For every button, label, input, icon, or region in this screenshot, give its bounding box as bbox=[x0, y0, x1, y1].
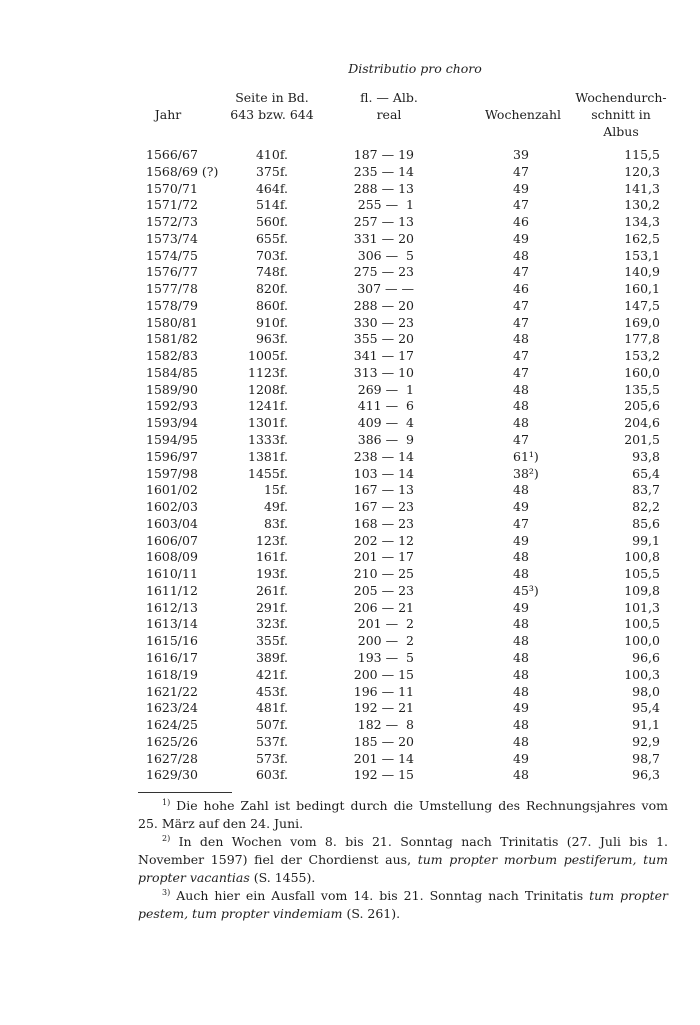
cell-wochendurchschnitt: 134,3 bbox=[624, 214, 660, 230]
cell-jahr: 1606/07 bbox=[146, 532, 198, 548]
cell-seite: 355f. bbox=[255, 633, 288, 649]
cell-wochenzahl: 48 bbox=[513, 381, 529, 397]
cell-wochenzahl: 47 bbox=[513, 348, 529, 364]
cell-wochendurchschnitt: 100,0 bbox=[624, 633, 660, 649]
cell-jahr: 1571/72 bbox=[146, 197, 198, 213]
cell-fl-alb: 185 — 20 bbox=[353, 733, 414, 749]
cell-seite: 507f. bbox=[255, 717, 288, 733]
cell-wochenzahl: 47 bbox=[513, 364, 529, 380]
table-body bbox=[0, 147, 700, 784]
cell-wochenzahl: 48 bbox=[513, 767, 529, 783]
cell-fl-alb: 257 — 13 bbox=[353, 214, 414, 230]
cell-seite: 1301f. bbox=[248, 415, 288, 431]
footnote-2 bbox=[138, 833, 668, 887]
cell-jahr: 1627/28 bbox=[146, 750, 198, 766]
cell-fl-alb: 196 — 11 bbox=[353, 683, 414, 699]
cell-fl-alb: 192 — 15 bbox=[353, 767, 414, 783]
cell-wochenzahl: 48 bbox=[513, 247, 529, 263]
table-row bbox=[0, 600, 700, 617]
table-row bbox=[0, 264, 700, 281]
cell-fl-alb: 200 — 15 bbox=[353, 666, 414, 682]
cell-seite: 655f. bbox=[255, 230, 288, 246]
header-seite-line-2: 643 bzw. 644 bbox=[230, 107, 314, 122]
cell-jahr: 1624/25 bbox=[146, 717, 198, 733]
cell-wochendurchschnitt: 160,1 bbox=[624, 281, 660, 297]
cell-jahr: 1573/74 bbox=[146, 230, 198, 246]
cell-jahr: 1580/81 bbox=[146, 314, 198, 330]
cell-wochenzahl: 48 bbox=[513, 649, 529, 665]
cell-jahr: 1581/82 bbox=[146, 331, 198, 347]
cell-wochenzahl: 46 bbox=[513, 281, 529, 297]
footnote-3-text-b: (S. 261). bbox=[342, 906, 401, 921]
cell-wochenzahl: 47 bbox=[513, 314, 529, 330]
cell-fl-alb: 167 — 13 bbox=[353, 482, 414, 498]
cell-wochendurchschnitt: 65,4 bbox=[632, 465, 660, 481]
cell-seite: 464f. bbox=[255, 180, 288, 196]
cell-wochendurchschnitt: 92,9 bbox=[632, 733, 660, 749]
header-wochenzahl bbox=[473, 106, 573, 123]
cell-seite: 15f. bbox=[263, 482, 288, 498]
cell-fl-alb: 192 — 21 bbox=[353, 700, 414, 716]
cell-wochendurchschnitt: 100,8 bbox=[624, 549, 660, 565]
cell-fl-alb: 330 — 23 bbox=[353, 314, 414, 330]
cell-wochendurchschnitt: 147,5 bbox=[624, 297, 660, 313]
table-row bbox=[0, 633, 700, 650]
table-row bbox=[0, 248, 700, 265]
cell-wochendurchschnitt: 204,6 bbox=[624, 415, 660, 431]
cell-seite: 1208f. bbox=[248, 381, 288, 397]
header-fl-alb bbox=[344, 89, 434, 123]
table-row bbox=[0, 466, 700, 483]
footnote-2-text-a: In den Wochen vom 8. bis 21. Sonntag nach Trinitatis (27. Juli bis 1. November 1597) fiel der Chordienst aus, bbox=[138, 834, 668, 867]
footnotes bbox=[138, 797, 668, 923]
cell-seite: 573f. bbox=[255, 750, 288, 766]
cell-jahr: 1612/13 bbox=[146, 599, 198, 615]
table-row bbox=[0, 516, 700, 533]
table-row bbox=[0, 751, 700, 768]
table-row bbox=[0, 667, 700, 684]
table-row bbox=[0, 566, 700, 583]
cell-seite: 703f. bbox=[255, 247, 288, 263]
cell-fl-alb: 193 — 5 bbox=[357, 649, 414, 665]
table-row bbox=[0, 583, 700, 600]
cell-wochenzahl: 47 bbox=[513, 515, 529, 531]
cell-fl-alb: 331 — 20 bbox=[353, 230, 414, 246]
header-wochenzahl-line: Wochenzahl bbox=[484, 107, 562, 122]
table-row bbox=[0, 684, 700, 701]
cell-jahr: 1596/97 bbox=[146, 448, 198, 464]
cell-fl-alb: 202 — 12 bbox=[353, 532, 414, 548]
cell-seite: 1455f. bbox=[248, 465, 288, 481]
table-row bbox=[0, 533, 700, 550]
footnote-3-mark: 3) bbox=[162, 887, 171, 897]
cell-wochenzahl: 48 bbox=[513, 683, 529, 699]
cell-wochenzahl: 48 bbox=[513, 566, 529, 582]
cell-jahr: 1594/95 bbox=[146, 432, 198, 448]
cell-wochenzahl: 61¹) bbox=[513, 448, 539, 464]
cell-fl-alb: 103 — 14 bbox=[353, 465, 414, 481]
cell-wochendurchschnitt: 162,5 bbox=[624, 230, 660, 246]
cell-seite: 161f. bbox=[255, 549, 288, 565]
cell-jahr: 1592/93 bbox=[146, 398, 198, 414]
table-row bbox=[0, 147, 700, 164]
cell-wochendurchschnitt: 140,9 bbox=[624, 264, 660, 280]
table-row bbox=[0, 315, 700, 332]
cell-wochenzahl: 48 bbox=[513, 482, 529, 498]
cell-seite: 1123f. bbox=[248, 364, 288, 380]
cell-fl-alb: 269 — 1 bbox=[357, 381, 414, 397]
cell-seite: 910f. bbox=[255, 314, 288, 330]
cell-jahr: 1593/94 bbox=[146, 415, 198, 431]
cell-wochendurchschnitt: 120,3 bbox=[624, 163, 660, 179]
cell-wochenzahl: 48 bbox=[513, 415, 529, 431]
cell-fl-alb: 206 — 21 bbox=[353, 599, 414, 615]
cell-seite: 410f. bbox=[255, 147, 288, 162]
header-durch-line-2: schnitt in bbox=[591, 107, 651, 122]
cell-fl-alb: 307 — — bbox=[357, 281, 414, 297]
table-row bbox=[0, 415, 700, 432]
header-durch-line-3: Albus bbox=[603, 124, 639, 139]
cell-jahr: 1621/22 bbox=[146, 683, 198, 699]
cell-wochenzahl: 48 bbox=[513, 398, 529, 414]
cell-jahr: 1566/67 bbox=[146, 147, 198, 162]
table-row bbox=[0, 734, 700, 751]
cell-wochenzahl: 38²) bbox=[513, 465, 539, 481]
cell-seite: 453f. bbox=[255, 683, 288, 699]
cell-fl-alb: 168 — 23 bbox=[353, 515, 414, 531]
cell-seite: 261f. bbox=[255, 582, 288, 598]
cell-seite: 1241f. bbox=[248, 398, 288, 414]
cell-fl-alb: 187 — 19 bbox=[353, 147, 414, 162]
cell-wochendurchschnitt: 130,2 bbox=[624, 197, 660, 213]
cell-jahr: 1610/11 bbox=[146, 566, 198, 582]
cell-fl-alb: 201 — 17 bbox=[353, 549, 414, 565]
table-row bbox=[0, 197, 700, 214]
header-fl-line-1: fl. — Alb. bbox=[360, 90, 418, 105]
cell-seite: 83f. bbox=[263, 515, 288, 531]
cell-seite: 514f. bbox=[255, 197, 288, 213]
cell-seite: 1005f. bbox=[248, 348, 288, 364]
header-seite-line-1: Seite in Bd. bbox=[235, 90, 309, 105]
table-row bbox=[0, 164, 700, 181]
cell-fl-alb: 255 — 1 bbox=[357, 197, 414, 213]
cell-wochendurchschnitt: 105,5 bbox=[624, 566, 660, 582]
cell-fl-alb: 386 — 9 bbox=[357, 432, 414, 448]
footnote-2-text-b: (S. 1455). bbox=[249, 870, 316, 885]
cell-fl-alb: 205 — 23 bbox=[353, 582, 414, 598]
cell-wochenzahl: 48 bbox=[513, 616, 529, 632]
cell-wochendurchschnitt: 85,6 bbox=[632, 515, 660, 531]
cell-wochendurchschnitt: 83,7 bbox=[632, 482, 660, 498]
cell-seite: 481f. bbox=[255, 700, 288, 716]
header-fl-line-2: real bbox=[376, 107, 402, 122]
cell-fl-alb: 288 — 13 bbox=[353, 180, 414, 196]
cell-wochendurchschnitt: 101,3 bbox=[624, 599, 660, 615]
cell-jahr: 1623/24 bbox=[146, 700, 198, 716]
cell-fl-alb: 167 — 23 bbox=[353, 499, 414, 515]
cell-fl-alb: 201 — 14 bbox=[353, 750, 414, 766]
cell-wochendurchschnitt: 91,1 bbox=[632, 717, 660, 733]
table-row bbox=[0, 231, 700, 248]
table-row bbox=[0, 499, 700, 516]
cell-wochenzahl: 47 bbox=[513, 432, 529, 448]
footnote-3-italic: tum propter pestem, tum propter vindemiam bbox=[138, 888, 668, 921]
table-row bbox=[0, 767, 700, 784]
header-wochendurchschnitt bbox=[566, 89, 676, 140]
table-row bbox=[0, 700, 700, 717]
cell-wochenzahl: 47 bbox=[513, 297, 529, 313]
footnote-1 bbox=[138, 797, 668, 833]
table-row bbox=[0, 331, 700, 348]
cell-wochendurchschnitt: 177,8 bbox=[624, 331, 660, 347]
cell-jahr: 1568/69 (?) bbox=[146, 163, 219, 179]
cell-wochendurchschnitt: 96,3 bbox=[632, 767, 660, 783]
table-row bbox=[0, 482, 700, 499]
cell-jahr: 1601/02 bbox=[146, 482, 198, 498]
cell-jahr: 1582/83 bbox=[146, 348, 198, 364]
cell-jahr: 1625/26 bbox=[146, 733, 198, 749]
cell-wochenzahl: 48 bbox=[513, 733, 529, 749]
cell-seite: 603f. bbox=[255, 767, 288, 783]
cell-seite: 1333f. bbox=[248, 432, 288, 448]
cell-wochenzahl: 48 bbox=[513, 331, 529, 347]
cell-jahr: 1597/98 bbox=[146, 465, 198, 481]
cell-jahr: 1576/77 bbox=[146, 264, 198, 280]
cell-wochendurchschnitt: 99,1 bbox=[632, 532, 660, 548]
cell-jahr: 1602/03 bbox=[146, 499, 198, 515]
cell-fl-alb: 306 — 5 bbox=[357, 247, 414, 263]
cell-wochenzahl: 47 bbox=[513, 264, 529, 280]
cell-wochendurchschnitt: 153,1 bbox=[624, 247, 660, 263]
cell-jahr: 1584/85 bbox=[146, 364, 198, 380]
cell-seite: 537f. bbox=[255, 733, 288, 749]
cell-seite: 421f. bbox=[255, 666, 288, 682]
cell-wochendurchschnitt: 109,8 bbox=[624, 582, 660, 598]
footnote-3 bbox=[138, 887, 668, 923]
table-row bbox=[0, 181, 700, 198]
footnote-1-text: Die hohe Zahl ist bedingt durch die Umstellung des Rechnungsjahres vom 25. März auf den 24. Juni. bbox=[138, 798, 668, 831]
cell-seite: 963f. bbox=[255, 331, 288, 347]
cell-jahr: 1570/71 bbox=[146, 180, 198, 196]
cell-wochendurchschnitt: 93,8 bbox=[632, 448, 660, 464]
cell-seite: 323f. bbox=[255, 616, 288, 632]
cell-wochenzahl: 47 bbox=[513, 163, 529, 179]
cell-wochendurchschnitt: 169,0 bbox=[624, 314, 660, 330]
cell-wochenzahl: 49 bbox=[513, 750, 529, 766]
cell-jahr: 1574/75 bbox=[146, 247, 198, 263]
table-row bbox=[0, 382, 700, 399]
table-row bbox=[0, 650, 700, 667]
header-seite bbox=[222, 89, 322, 123]
cell-seite: 193f. bbox=[255, 566, 288, 582]
cell-fl-alb: 201 — 2 bbox=[357, 616, 414, 632]
cell-wochenzahl: 49 bbox=[513, 230, 529, 246]
table-row bbox=[0, 214, 700, 231]
cell-wochenzahl: 48 bbox=[513, 666, 529, 682]
cell-jahr: 1611/12 bbox=[146, 582, 198, 598]
cell-wochenzahl: 48 bbox=[513, 717, 529, 733]
cell-fl-alb: 409 — 4 bbox=[357, 415, 414, 431]
cell-seite: 560f. bbox=[255, 214, 288, 230]
cell-wochendurchschnitt: 141,3 bbox=[624, 180, 660, 196]
cell-wochendurchschnitt: 98,0 bbox=[632, 683, 660, 699]
footnote-2-mark: 2) bbox=[162, 833, 171, 843]
cell-fl-alb: 200 — 2 bbox=[357, 633, 414, 649]
cell-wochendurchschnitt: 160,0 bbox=[624, 364, 660, 380]
cell-seite: 291f. bbox=[255, 599, 288, 615]
cell-wochendurchschnitt: 201,5 bbox=[624, 432, 660, 448]
footnote-1-mark: 1) bbox=[162, 797, 171, 807]
header-jahr bbox=[138, 106, 198, 123]
cell-fl-alb: 355 — 20 bbox=[353, 331, 414, 347]
cell-wochendurchschnitt: 82,2 bbox=[632, 499, 660, 515]
cell-seite: 748f. bbox=[255, 264, 288, 280]
cell-jahr: 1608/09 bbox=[146, 549, 198, 565]
cell-wochendurchschnitt: 153,2 bbox=[624, 348, 660, 364]
cell-wochenzahl: 48 bbox=[513, 549, 529, 565]
table-row bbox=[0, 449, 700, 466]
cell-wochenzahl: 47 bbox=[513, 197, 529, 213]
table-row bbox=[0, 281, 700, 298]
cell-jahr: 1618/19 bbox=[146, 666, 198, 682]
cell-jahr: 1578/79 bbox=[146, 297, 198, 313]
cell-wochenzahl: 49 bbox=[513, 599, 529, 615]
cell-fl-alb: 238 — 14 bbox=[353, 448, 414, 464]
cell-wochendurchschnitt: 98,7 bbox=[632, 750, 660, 766]
cell-fl-alb: 182 — 8 bbox=[357, 717, 414, 733]
cell-jahr: 1613/14 bbox=[146, 616, 198, 632]
cell-jahr: 1589/90 bbox=[146, 381, 198, 397]
cell-wochendurchschnitt: 100,5 bbox=[624, 616, 660, 632]
cell-wochenzahl: 39 bbox=[513, 147, 529, 162]
cell-wochenzahl: 49 bbox=[513, 700, 529, 716]
cell-jahr: 1577/78 bbox=[146, 281, 198, 297]
table-row bbox=[0, 398, 700, 415]
cell-seite: 1381f. bbox=[248, 448, 288, 464]
cell-wochenzahl: 48 bbox=[513, 633, 529, 649]
cell-seite: 49f. bbox=[263, 499, 288, 515]
cell-fl-alb: 341 — 17 bbox=[353, 348, 414, 364]
header-durch-line-1: Wochendurch- bbox=[575, 90, 667, 105]
header-jahr-line: Jahr bbox=[154, 107, 182, 122]
cell-jahr: 1603/04 bbox=[146, 515, 198, 531]
cell-seite: 820f. bbox=[255, 281, 288, 297]
cell-jahr: 1616/17 bbox=[146, 649, 198, 665]
cell-wochendurchschnitt: 205,6 bbox=[624, 398, 660, 414]
cell-jahr: 1629/30 bbox=[146, 767, 198, 783]
cell-wochendurchschnitt: 115,5 bbox=[624, 147, 660, 162]
cell-wochendurchschnitt: 100,3 bbox=[624, 666, 660, 682]
table-row bbox=[0, 432, 700, 449]
cell-seite: 375f. bbox=[255, 163, 288, 179]
footnote-3-text-a: Auch hier ein Ausfall vom 14. bis 21. Sonntag nach Trinitatis bbox=[170, 888, 590, 903]
cell-jahr: 1615/16 bbox=[146, 633, 198, 649]
table-row bbox=[0, 717, 700, 734]
table-caption: Distributio pro choro bbox=[348, 61, 482, 76]
cell-wochenzahl: 49 bbox=[513, 499, 529, 515]
cell-wochenzahl: 49 bbox=[513, 180, 529, 196]
table-row bbox=[0, 616, 700, 633]
cell-wochenzahl: 45³) bbox=[513, 582, 539, 598]
table-row bbox=[0, 298, 700, 315]
cell-fl-alb: 313 — 10 bbox=[353, 364, 414, 380]
table-row bbox=[0, 549, 700, 566]
cell-jahr: 1572/73 bbox=[146, 214, 198, 230]
footnote-2-italic: tum propter morbum pestiferum, tum propter vacantias bbox=[138, 852, 668, 885]
cell-wochendurchschnitt: 135,5 bbox=[624, 381, 660, 397]
cell-seite: 123f. bbox=[255, 532, 288, 548]
cell-fl-alb: 210 — 25 bbox=[353, 566, 414, 582]
cell-wochenzahl: 46 bbox=[513, 214, 529, 230]
cell-fl-alb: 411 — 6 bbox=[357, 398, 414, 414]
cell-fl-alb: 288 — 20 bbox=[353, 297, 414, 313]
cell-wochendurchschnitt: 95,4 bbox=[632, 700, 660, 716]
table-row bbox=[0, 348, 700, 365]
footnote-rule bbox=[138, 792, 232, 793]
cell-fl-alb: 235 — 14 bbox=[353, 163, 414, 179]
cell-wochenzahl: 49 bbox=[513, 532, 529, 548]
cell-wochendurchschnitt: 96,6 bbox=[632, 649, 660, 665]
table-row bbox=[0, 365, 700, 382]
cell-seite: 389f. bbox=[255, 649, 288, 665]
cell-fl-alb: 275 — 23 bbox=[353, 264, 414, 280]
cell-seite: 860f. bbox=[255, 297, 288, 313]
